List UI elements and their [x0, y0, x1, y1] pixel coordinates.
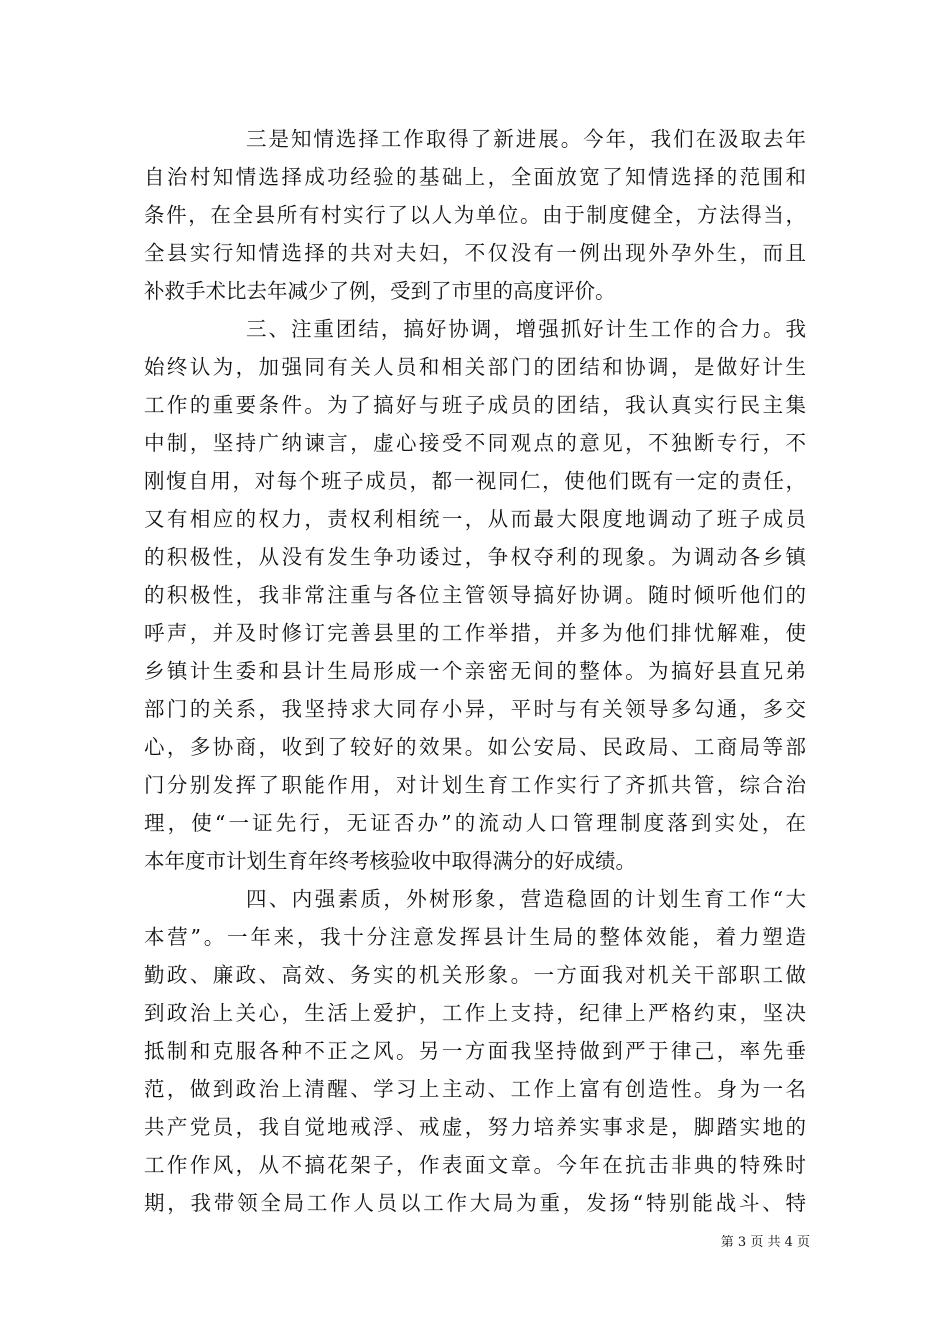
text-line: 三、注重团结，搞好协调，增强抓好计生工作的合力。我 [246, 317, 806, 341]
text-line: 范，做到政治上清醒、学习上主动、工作上富有创造性。身为一名 [144, 1077, 806, 1101]
text-line: 始终认为，加强同有关人员和相关部门的团结和协调，是做好计生 [144, 355, 806, 379]
text-line: 自治村知情选择成功经验的基础上，全面放宽了知情选择的范围和 [144, 165, 806, 189]
text-line: 共产党员，我自觉地戒浮、戒虚，努力培养实事求是，脚踏实地的 [144, 1115, 806, 1139]
page-number-footer: 第 3 页 共 4 页 [720, 1235, 810, 1250]
text-line: 理，使“一证先行，无证否办”的流动人口管理制度落到实处，在 [144, 811, 806, 835]
text-line: 又有相应的权力，责权利相统一，从而最大限度地调动了班子成员 [144, 507, 806, 531]
text-line: 门分别发挥了职能作用，对计划生育工作实行了齐抓共管，综合治 [144, 773, 806, 797]
text-line: 工作作风，从不搞花架子，作表面文章。今年在抗击非典的特殊时 [144, 1153, 806, 1177]
text-line: 全县实行知情选择的共对夫妇，不仅没有一例出现外孕外生，而且 [144, 241, 806, 265]
text-line: 本营”。一年来，我十分注意发挥县计生局的整体效能，着力塑造 [144, 925, 806, 949]
text-line: 工作的重要条件。为了搞好与班子成员的团结，我认真实行民主集 [144, 393, 806, 417]
text-line: 三是知情选择工作取得了新进展。今年，我们在汲取去年 [246, 127, 806, 151]
text-line: 乡镇计生委和县计生局形成一个亲密无间的整体。为搞好县直兄弟 [144, 659, 806, 683]
text-line: 中制，坚持广纳谏言，虚心接受不同观点的意见，不独断专行，不 [144, 431, 806, 455]
text-line: 期，我带领全局工作人员以工作大局为重，发扬“特别能战斗、特 [144, 1191, 806, 1215]
text-line: 四、内强素质，外树形象，营造稳固的计划生育工作“大 [246, 887, 806, 911]
text-line: 心，多协商，收到了较好的效果。如公安局、民政局、工商局等部 [144, 735, 806, 759]
text-line: 补救手术比去年减少了例，受到了市里的高度评价。 [144, 279, 616, 303]
text-line: 的积极性，从没有发生争功诿过，争权夺利的现象。为调动各乡镇 [144, 545, 806, 569]
text-line: 勤政、廉政、高效、务实的机关形象。一方面我对机关干部职工做 [144, 963, 806, 987]
text-line: 抵制和克服各种不正之风。另一方面我坚持做到严于律己，率先垂 [144, 1039, 806, 1063]
text-line: 的积极性，我非常注重与各位主管领导搞好协调。随时倾听他们的 [144, 583, 806, 607]
text-line: 条件，在全县所有村实行了以人为单位。由于制度健全，方法得当， [144, 203, 806, 227]
text-line: 部门的关系，我坚持求大同存小异，平时与有关领导多勾通，多交 [144, 697, 806, 721]
text-line: 呼声，并及时修订完善县里的工作举措，并多为他们排忧解难，使 [144, 621, 806, 645]
text-line: 刚愎自用，对每个班子成员，都一视同仁，使他们既有一定的责任， [144, 469, 806, 493]
text-line: 到政治上关心，生活上爱护，工作上支持，纪律上严格约束，坚决 [144, 1001, 806, 1025]
text-line: 本年度市计划生育年终考核验收中取得满分的好成绩。 [144, 849, 636, 873]
